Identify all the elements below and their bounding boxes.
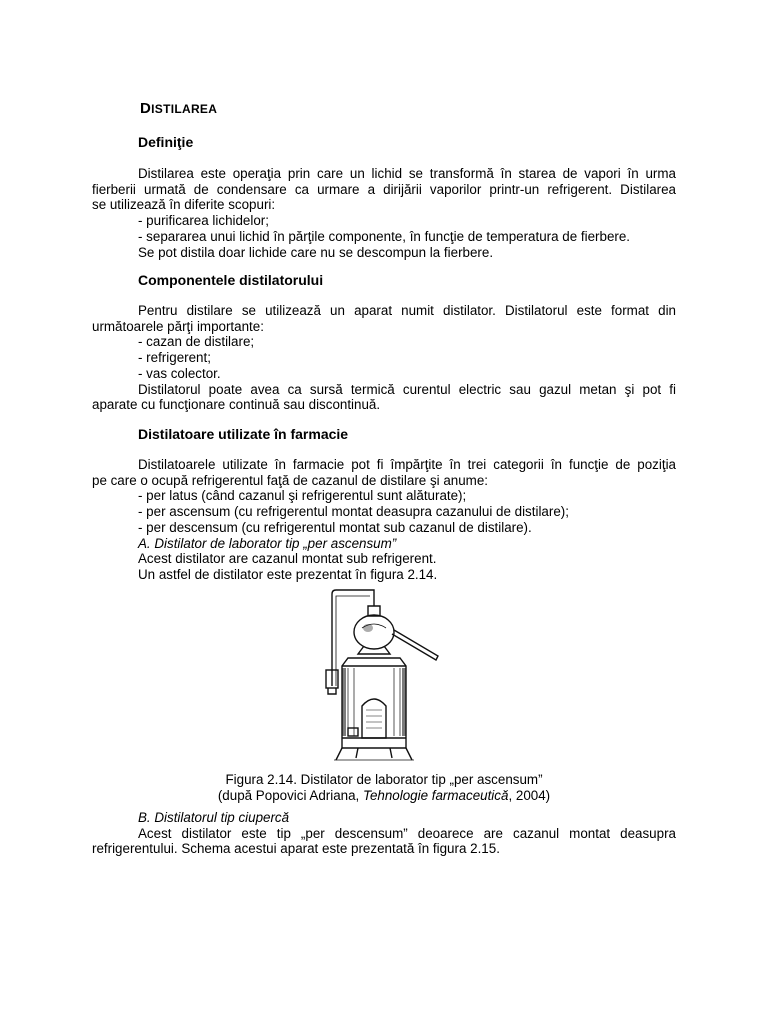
heading-farmacie: Distilatoare utilizate în farmacie	[138, 426, 349, 442]
subheading-a: A. Distilator de laborator tip „per ascensum”	[138, 535, 397, 551]
list-item: - separarea unui lichid în părţile componente, în funcţie de temperatura de fierbere.	[138, 228, 631, 244]
list-item: - per ascensum (cu refrigerentul montat deasupra cazanului de distilare);	[138, 504, 569, 520]
heading-componente: Componentele distilatorului	[138, 272, 324, 288]
page-title: DISTILAREA	[140, 100, 218, 117]
list-item: - per latus (când cazanul şi refrigerentul sunt alăturate);	[138, 488, 467, 504]
subheading-b: B. Distilatorul tip ciupercă	[138, 810, 290, 825]
distiller-illustration	[318, 588, 452, 764]
figure-caption: Figura 2.14. Distilator de laborator tip „per ascensum” (după Popovici Adriana, Tehnologie farmaceutică, 2004)	[217, 772, 551, 803]
definitie-paragraph: Distilarea este operaţia prin care un lichid se transformă în starea de vapori în urma fierberii urmată de condensare ca urmare a dirijării vaporilor printr-un refrigerent. Distilarea se utilizează în diferite scopuri: - purificarea lichidelor; - separarea unui lichid în părţile componente, în funcţie de temperatura de fierbere. Se pot distila doar lichide care nu se descompun la fierbere.	[92, 166, 676, 260]
heading-definitie: Definiţie	[138, 134, 194, 150]
farmacie-paragraph: Distilatoarele utilizate în farmacie pot fi împărţite în trei categorii în funcţie de poziţia pe care o ocupă refrigerentul faţă de cazanul de distilare şi anume: - per latus (când cazanul şi refrigerentul sunt alăturate); - per ascensum (cu refrigerentul montat deasupra cazanului de distilare); - per descensum (cu refrigerentul montat sub cazanul de distilare). A. Distilator de laborator tip „per ascensum” Acest distilator are cazanul montat sub refrigerent. Un astfel de distilator este prezentat în figura 2.14.	[92, 457, 676, 582]
list-item: - purificarea lichidelor;	[138, 213, 269, 229]
list-item: - refrigerent;	[138, 350, 211, 366]
list-item: - per descensum (cu refrigerentul montat sub cazanul de distilare).	[138, 519, 532, 535]
list-item: - vas colector.	[138, 365, 221, 381]
componente-paragraph: Pentru distilare se utilizează un aparat numit distilator. Distilatorul este format din următoarele părţi importante: - cazan de distilare; - refrigerent; - vas colector. Distilatorul poate avea ca sursă termică curentul electric sau gazul metan şi pot fi aparate cu funcţionare continuă sau discontinuă.	[92, 303, 676, 413]
ciuperca-paragraph: B. Distilatorul tip ciupercă Acest distilator este tip „per descensum” deoarece are cazanul montat deasupra refrigerentului. Schema acestui aparat este prezentată în figura 2.15.	[92, 810, 676, 857]
list-item: - cazan de distilare;	[138, 334, 255, 350]
